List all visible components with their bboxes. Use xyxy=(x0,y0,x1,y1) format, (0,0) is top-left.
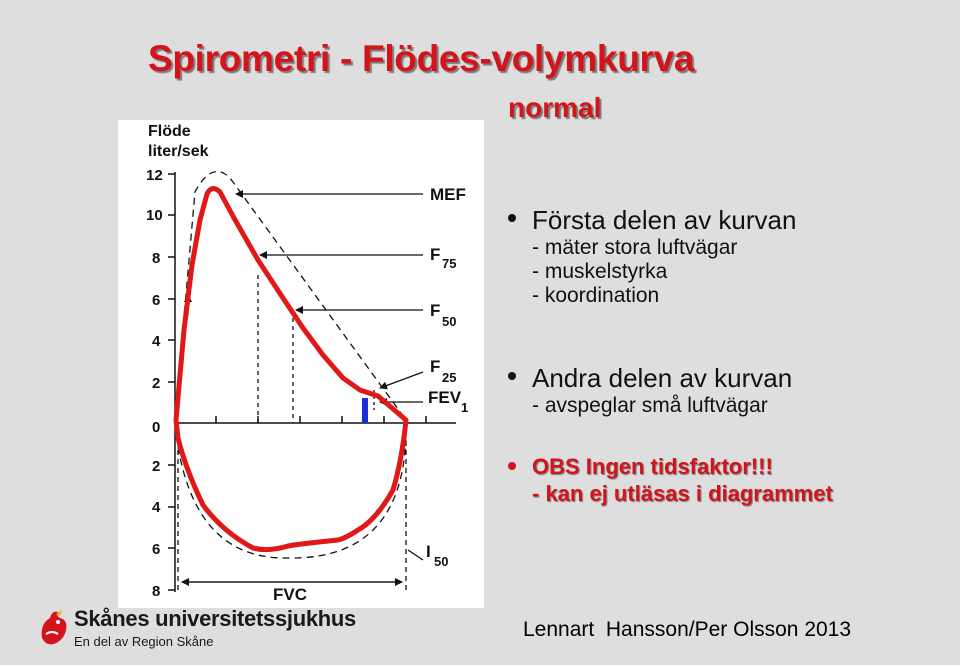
y-tick-label: 10 xyxy=(146,207,163,224)
slide-subtitle: normal xyxy=(508,92,602,123)
hospital-logo xyxy=(38,606,356,656)
y-tick-marks xyxy=(168,174,175,590)
y-tick-label: 4 xyxy=(152,499,161,516)
y-tick-label: 2 xyxy=(152,375,161,392)
y-tick-label: 8 xyxy=(152,250,161,267)
y-tick-label: 8 xyxy=(152,583,161,600)
logo-name: Skånes universitetssjukhus xyxy=(74,606,356,631)
f75-subscript: 75 xyxy=(442,256,457,271)
fev1-marker xyxy=(362,398,368,423)
y-tick-labels xyxy=(146,167,163,600)
i50-leader xyxy=(408,550,423,560)
predicted-inspiratory-dashed xyxy=(175,423,406,558)
f50-subscript: 50 xyxy=(442,314,457,329)
skane-griffin-icon xyxy=(38,608,70,648)
y-tick-label: 6 xyxy=(152,541,161,558)
bullet-heading: OBS Ingen tidsfaktor!!! xyxy=(532,454,773,479)
flow-volume-svg xyxy=(118,120,484,608)
bullet-first-part xyxy=(508,205,796,308)
bullet-heading: Andra delen av kurvan xyxy=(532,363,793,393)
y-tick-label: 12 xyxy=(146,167,163,184)
bullet-line: - avspeglar små luftvägar xyxy=(532,394,768,417)
i50-subscript: 50 xyxy=(434,554,449,569)
slide-title: Spirometri - Flödes-volymkurva xyxy=(148,38,695,79)
bullet-line: - mäter stora luftvägar xyxy=(532,236,738,259)
y-tick-label: 2 xyxy=(152,458,161,475)
f50-label: F xyxy=(430,301,441,320)
bullet-second-part xyxy=(508,363,792,418)
flow-volume-diagram xyxy=(118,120,484,608)
bullet-dot-icon xyxy=(508,372,516,380)
f75-label: F xyxy=(430,245,441,264)
mef-label: MEF xyxy=(430,185,466,204)
flow-volume-curve xyxy=(176,188,406,549)
predicted-envelope-dashed xyxy=(175,172,406,420)
f25-subscript: 25 xyxy=(442,370,457,385)
fev1-label: FEV xyxy=(428,388,462,407)
bullet-line: - koordination xyxy=(532,284,660,307)
author-credit: Lennart Hansson/Per Olsson 2013 xyxy=(523,618,852,641)
x-tick-marks xyxy=(216,416,426,423)
bullet-line: - muskelstyrka xyxy=(532,260,668,283)
y-tick-label: 4 xyxy=(152,333,161,350)
fvc-label: FVC xyxy=(273,585,307,604)
bullet-dot-icon xyxy=(508,214,516,222)
bullet-dot-icon xyxy=(508,462,516,470)
bullet-line: - kan ej utläsas i diagrammet xyxy=(532,481,833,506)
f25-label: F xyxy=(430,357,441,376)
y-tick-label: 0 xyxy=(152,419,161,436)
y-axis-label-line1: Flöde xyxy=(148,123,191,140)
f25-arrow xyxy=(380,372,423,388)
y-axis-label-line2: liter/sek xyxy=(148,143,209,160)
y-tick-label: 6 xyxy=(152,292,161,309)
bullet-obs-note xyxy=(508,453,833,507)
fev1-subscript: 1 xyxy=(461,400,469,415)
i50-label: I xyxy=(426,542,431,561)
logo-tagline: En del av Region Skåne xyxy=(74,634,214,649)
bullet-heading: Första delen av kurvan xyxy=(532,205,797,235)
